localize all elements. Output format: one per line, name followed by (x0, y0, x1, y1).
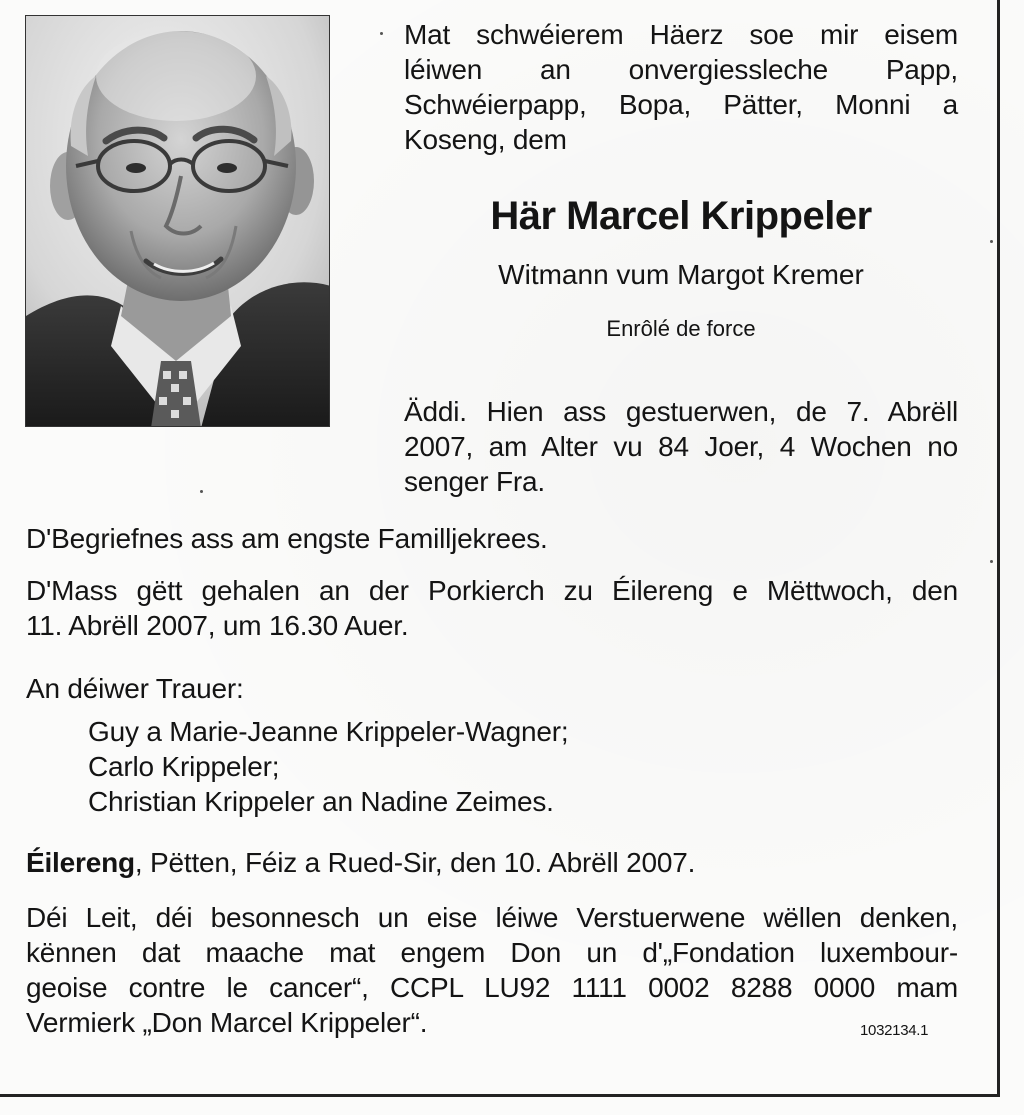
donation-text (26, 900, 958, 1040)
donation-line: Vermierk „Don Marcel Krippeler“. (26, 1007, 428, 1038)
death-line: senger Fra. (404, 466, 545, 497)
print-speck (990, 560, 993, 563)
mass-line: 11. Abrëll 2007, um 16.30 Auer. (26, 610, 409, 641)
place-date-line (26, 845, 958, 880)
death-line: Äddi. Hien ass gestuerwen, de 7. Abrëll (404, 396, 958, 427)
widower-line: Witmann vum Margot Kremer (498, 259, 864, 290)
mourner-item: Carlo Krippeler; (88, 751, 280, 782)
portrait-photo (25, 15, 330, 427)
place-name: Éilereng (26, 847, 135, 878)
mourner-item: Christian Krippeler an Nadine Zeimes. (88, 786, 554, 817)
donation-line: geoise contre le cancer“, CCPL LU92 1111 0002 8288 0000 mam (26, 972, 958, 1003)
status-line: Enrôlé de force (606, 316, 756, 341)
intro-line: Koseng, dem (404, 124, 567, 155)
portrait-image (26, 16, 330, 427)
burial-text: D'Begriefnes ass am engste Familljekrees. (26, 523, 548, 554)
mourning-heading: An déiwer Trauer: (26, 673, 244, 704)
mass-text (26, 573, 958, 643)
print-speck (990, 240, 993, 243)
intro-line: Schwéierpapp, Bopa, Pätter, Monni a (404, 89, 958, 120)
mass-line: D'Mass gëtt gehalen an der Porkierch zu Éilereng e Mëttwoch, den (26, 575, 958, 606)
intro-line: Mat schwéierem Häerz soe mir eisem (404, 19, 958, 50)
intro-line: léiwen an onvergiessleche Papp, (404, 54, 958, 85)
donation-line: Déi Leit, déi besonnesch un eise léiwe Verstuerwene wëllen denken, (26, 902, 958, 933)
place-rest: , Pëtten, Féiz a Rued-Sir, den 10. Abrëll 2007. (134, 847, 696, 878)
death-line: 2007, am Alter vu 84 Joer, 4 Wochen no (404, 431, 958, 462)
intro-text (404, 17, 958, 157)
deceased-name: Här Marcel Krippeler (490, 194, 872, 238)
death-text (404, 394, 958, 499)
print-speck (200, 490, 203, 493)
print-speck (380, 32, 383, 35)
donation-line: kënnen dat maache mat engem Don un d'„Fondation luxembour- (26, 937, 958, 968)
mourners-list (88, 714, 958, 819)
reference-number: 1032134.1 (860, 1022, 929, 1039)
mourner-item: Guy a Marie-Jeanne Krippeler-Wagner; (88, 716, 569, 747)
